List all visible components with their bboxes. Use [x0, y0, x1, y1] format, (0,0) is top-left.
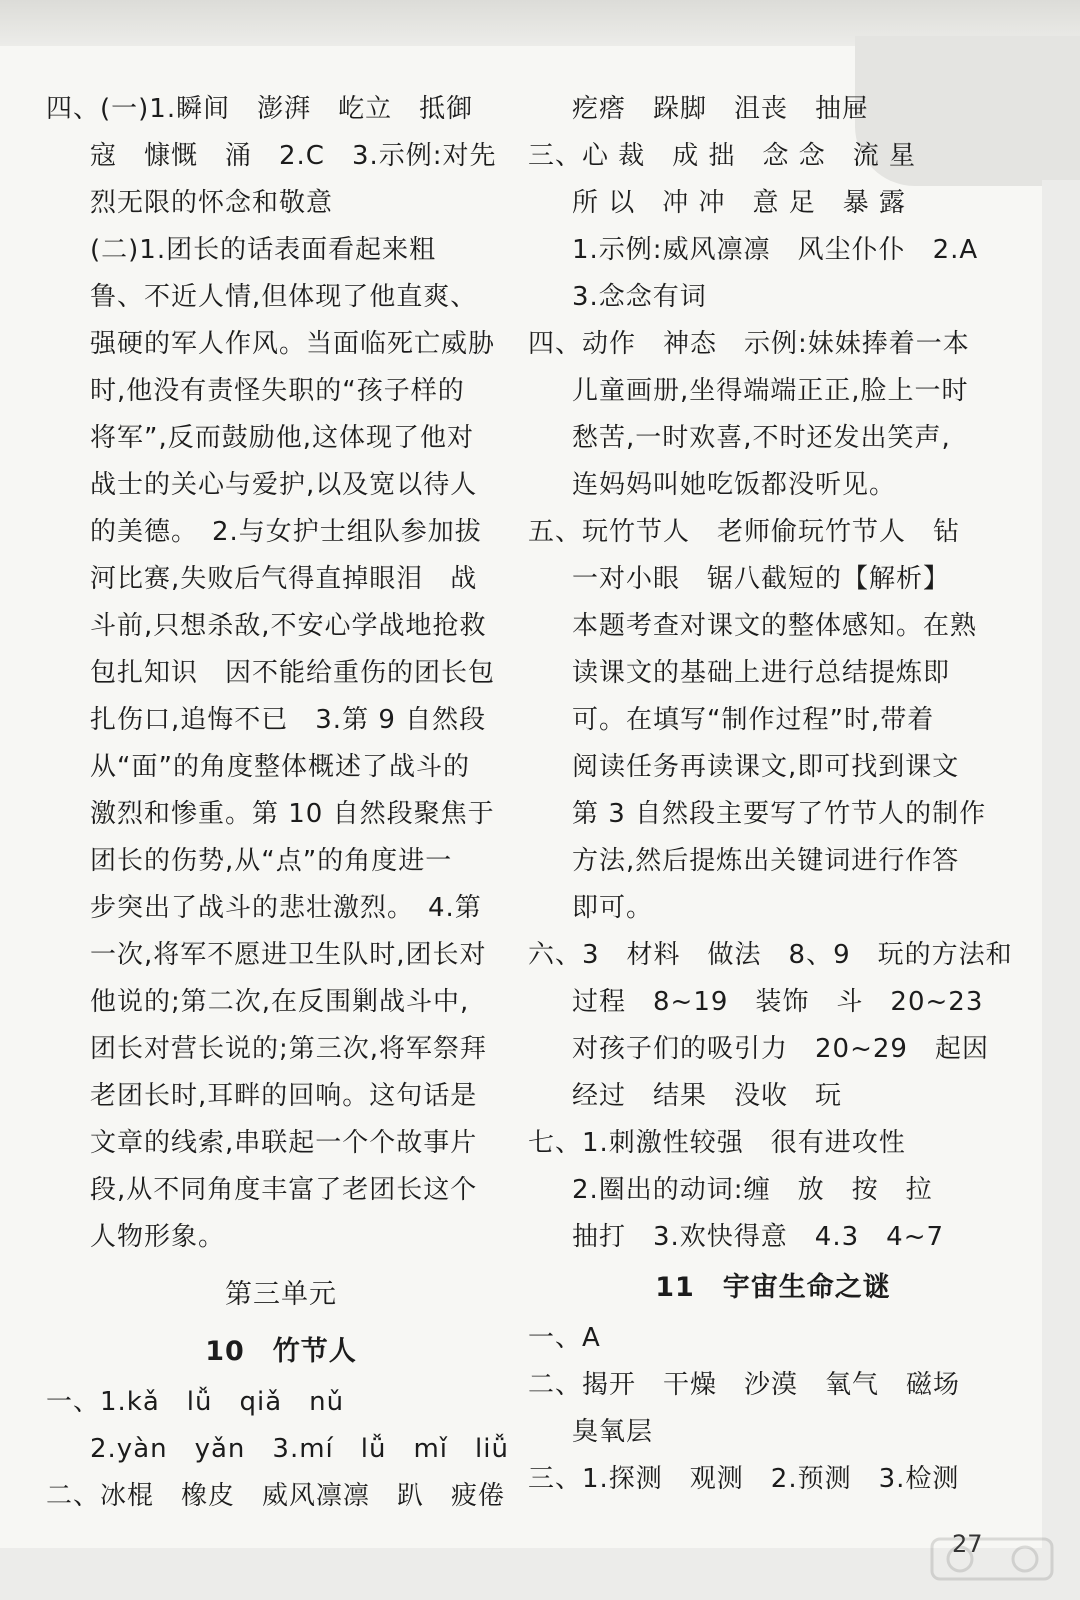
answer-line: 强硬的军人作风。当面临死亡威胁 — [90, 329, 496, 359]
right-scan-edge — [1042, 180, 1080, 1600]
answer-line: 过程 8~19 装饰 斗 20~23 — [572, 987, 984, 1017]
answer-line: 七、1.刺激性较强 很有进攻性 — [528, 1128, 906, 1158]
answer-line: 从“面”的角度整体概述了战斗的 — [90, 752, 470, 782]
answer-line: 河比赛,失败后气得直掉眼泪 战 — [90, 564, 478, 594]
answer-line: 四、动作 神态 示例:妹妹捧着一本 — [528, 329, 970, 359]
answer-line: 战士的关心与爱护,以及宽以待人 — [90, 470, 478, 500]
answer-line: 团长的伤势,从“点”的角度进一 — [90, 846, 453, 876]
answer-line: 臭氧层 — [572, 1417, 654, 1447]
answer-line: 他说的;第二次,在反围剿战斗中, — [90, 987, 470, 1017]
left-answer-lines — [46, 86, 516, 1261]
answer-line: 一、A — [528, 1323, 601, 1353]
answer-line: 六、3 材料 做法 8、9 玩的方法和 — [528, 940, 1013, 970]
left-column — [46, 86, 516, 1520]
answer-line: 三、1.探测 观测 2.预测 3.检测 — [528, 1464, 960, 1494]
answer-line: 2.yàn yǎn 3.mí lǚ mǐ liǚ — [90, 1434, 509, 1464]
answer-line: 一次,将军不愿进卫生队时,团长对 — [90, 940, 487, 970]
answer-line: 三、心 裁 成 拙 念 念 流 星 — [528, 141, 917, 171]
lesson-10-heading: 10 竹节人 — [205, 1336, 357, 1367]
answer-line: 二、冰棍 橡皮 威风凛凛 趴 疲倦 — [46, 1481, 506, 1511]
answer-line: 文章的线索,串联起一个个故事片 — [90, 1128, 478, 1158]
answer-line: 段,从不同角度丰富了老团长这个 — [90, 1175, 478, 1205]
answer-line: 愁苦,一时欢喜,不时还发出笑声, — [572, 423, 951, 453]
answer-line: 的美德。 2.与女护士组队参加拔 — [90, 517, 482, 547]
answer-line: 连妈妈叫她吃饭都没听见。 — [572, 470, 897, 500]
answer-line: 包扎知识 因不能给重伤的团长包 — [90, 658, 496, 688]
answer-line: 抽打 3.欢快得意 4.3 4~7 — [572, 1222, 945, 1252]
lesson-11-answers — [528, 1315, 1018, 1503]
answer-line: 阅读任务再读课文,即可找到课文 — [572, 752, 960, 782]
answer-line: 烈无限的怀念和敬意 — [90, 188, 334, 218]
answer-line: 对孩子们的吸引力 20~29 起因 — [572, 1034, 989, 1064]
answer-line: 五、玩竹节人 老师偷玩竹节人 钻 — [528, 517, 961, 547]
answer-line: (二)1.团长的话表面看起来粗 — [90, 235, 437, 265]
watermark-logo — [930, 1535, 1060, 1585]
answer-line: 时,他没有责怪失职的“孩子样的 — [90, 376, 465, 406]
answer-line: 即可。 — [572, 893, 654, 923]
answer-line: 激烈和惨重。第 10 自然段聚焦于 — [90, 799, 495, 829]
answer-line: 可。在填写“制作过程”时,带着 — [572, 705, 935, 735]
answer-line: 人物形象。 — [90, 1222, 226, 1252]
answer-line: 方法,然后提炼出关键词进行作答 — [572, 846, 960, 876]
answer-line: 本题考查对课文的整体感知。在熟 — [572, 611, 978, 641]
lesson-10-answers — [46, 1379, 516, 1520]
unit-heading: 第三单元 — [225, 1279, 337, 1310]
right-answer-lines — [528, 86, 1018, 1261]
answer-line: 一、1.kǎ lǚ qiǎ nǔ — [46, 1387, 345, 1417]
answer-line: 团长对营长说的;第三次,将军祭拜 — [90, 1034, 488, 1064]
answer-line: 鲁、不近人情,但体现了他直爽、 — [90, 282, 478, 312]
answer-line: 四、(一)1.瞬间 澎湃 屹立 抵御 — [46, 94, 474, 124]
answer-line: 3.念念有词 — [572, 282, 707, 312]
page-number: 27 — [952, 1530, 983, 1558]
answer-line: 将军”,反而鼓励他,这体现了他对 — [90, 423, 474, 453]
answer-line: 儿童画册,坐得端端正正,脸上一时 — [572, 376, 969, 406]
answer-line: 老团长时,耳畔的回响。这句话是 — [90, 1081, 478, 1111]
answer-line: 1.示例:威风凛凛 风尘仆仆 2.A — [572, 235, 979, 265]
answer-line: 疙瘩 跺脚 沮丧 抽屉 — [572, 94, 870, 124]
answer-line: 经过 结果 没收 玩 — [572, 1081, 843, 1111]
answer-line: 扎伤口,追悔不已 3.第 9 自然段 — [90, 705, 487, 735]
answer-line: 2.圈出的动词:缠 放 按 拉 — [572, 1175, 933, 1205]
answer-line: 寇 慷慨 涌 2.C 3.示例:对先 — [90, 141, 497, 171]
answer-line: 所 以 冲 冲 意 足 暴 露 — [572, 188, 907, 218]
right-column — [528, 86, 1018, 1503]
answer-line: 斗前,只想杀敌,不安心学战地抢救 — [90, 611, 487, 641]
answer-line: 步突出了战斗的悲壮激烈。 4.第 — [90, 893, 482, 923]
answer-line: 一对小眼 锯八截短的【解析】 — [572, 564, 951, 594]
answer-line: 二、揭开 干燥 沙漠 氧气 磁场 — [528, 1370, 961, 1400]
lesson-11-heading: 11 宇宙生命之谜 — [655, 1272, 891, 1303]
bottom-scan-edge — [0, 1548, 1080, 1600]
answer-line: 读课文的基础上进行总结提炼即 — [572, 658, 951, 688]
answer-line: 第 3 自然段主要写了竹节人的制作 — [572, 799, 987, 829]
